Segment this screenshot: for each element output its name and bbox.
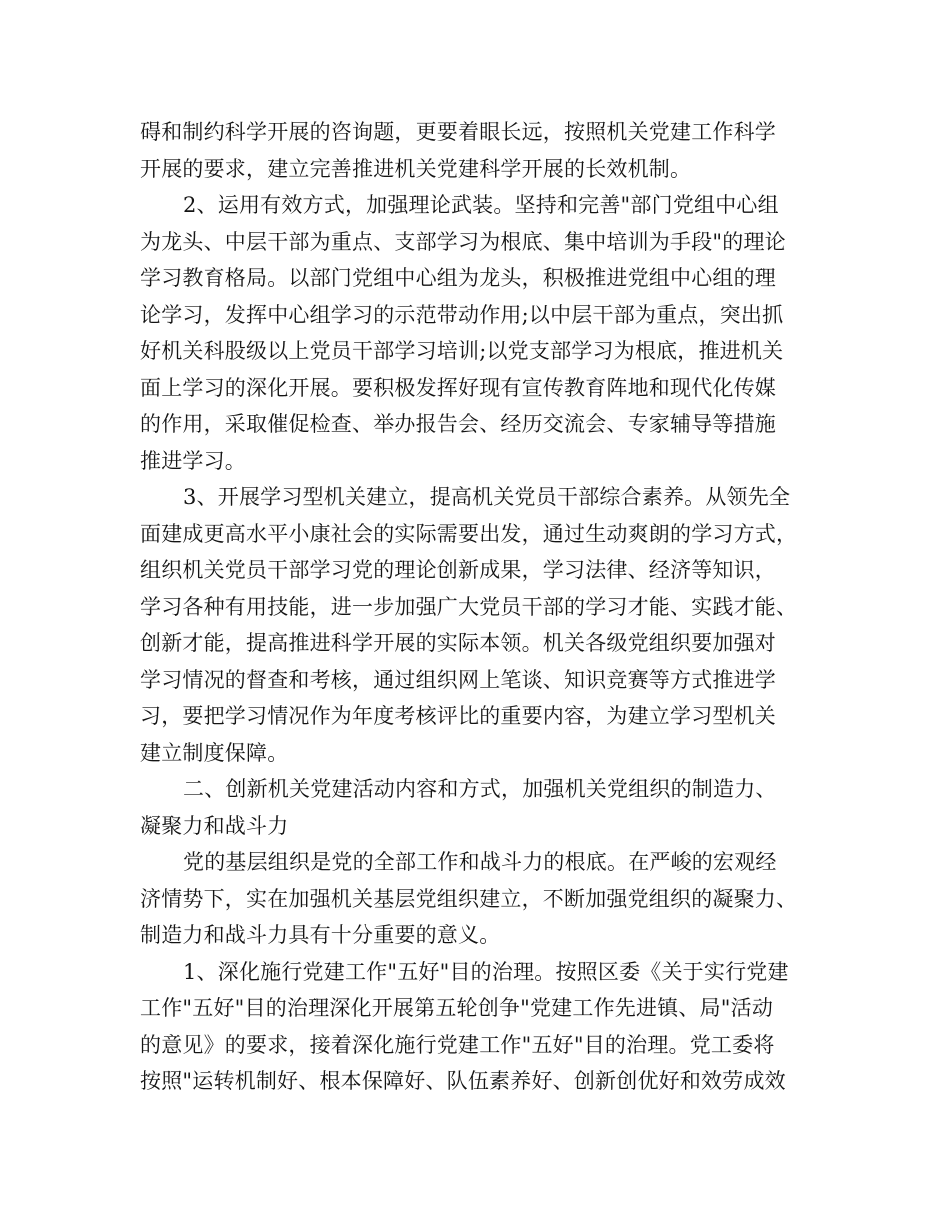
text-line: 创新才能，提高推进科学开展的实际本领。机关各级党组织要加强对: [140, 631, 776, 655]
text-line: 凝聚力和战斗力: [140, 813, 289, 838]
text-line: 制造力和战斗力具有十分重要的意义。: [140, 923, 501, 947]
text-line: 学习各种有用技能，进一步加强广大党员干部的学习才能、实践才能、: [140, 594, 798, 619]
text-line: 按照"运转机制好、根本保障好、队伍素养好、创新创优好和效劳成效: [140, 1069, 786, 1093]
text-line: 开展的要求，建立完善推进机关党建科学开展的长效机制。: [140, 156, 692, 181]
text-line: 推进学习。: [140, 448, 246, 473]
text-line: 1、深化施行党建工作"五好"目的治理。按照区委《关于实行党建: [183, 959, 789, 984]
text-line: 学习教育格局。以部门党组中心组为龙头，积极推进党组中心组的理: [140, 266, 776, 290]
text-line: 面上学习的深化开展。要积极发挥好现有宣传教育阵地和现代化传媒: [140, 375, 776, 400]
document-page: [140, 114, 820, 1100]
text-line: 2、运用有效方式，加强理论武装。坚持和完善"部门党组中心组: [183, 193, 779, 217]
text-line: 习，要把学习情况作为年度考核评比的重要内容，为建立学习型机关: [140, 704, 776, 728]
text-line: 3、开展学习型机关建立，提高机关党员干部综合素养。从领先全: [183, 485, 791, 509]
text-line: 建立制度保障。: [140, 740, 289, 765]
text-line: 的意见》的要求，接着深化施行党建工作"五好"目的治理。党工委将: [140, 1032, 775, 1057]
text-line: 组织机关党员干部学习党的理论创新成果，学习法律、经济等知识，: [140, 558, 776, 582]
text-line: 面建成更高水平小康社会的实际需要出发，通过生动爽朗的学习方式，: [140, 521, 798, 546]
text-line: 二、创新机关党建活动内容和方式，加强机关党组织的制造力、: [183, 777, 777, 801]
text-line: 好机关科股级以上党员干部学习培训;以党支部学习为根底，推进机关: [140, 339, 784, 363]
text-line: 工作"五好"目的治理深化开展第五轮创争"党建工作先进镇、局"活动: [140, 996, 774, 1020]
text-line: 论学习，发挥中心组学习的示范带动作用;以中层干部为重点，突出抓: [140, 302, 784, 327]
text-line: 碍和制约科学开展的咨询题，更要着眼长远，按照机关党建工作科学: [140, 120, 776, 144]
text-line: 学习情况的督查和考核，通过组织网上笔谈、知识竞赛等方式推进学: [140, 667, 776, 692]
text-line: 济情势下，实在加强机关基层党组织建立，不断加强党组织的凝聚力、: [140, 886, 798, 911]
text-line: 的作用，采取催促检查、举办报告会、经历交流会、专家辅导等措施: [140, 412, 776, 436]
text-line: 党的基层组织是党的全部工作和战斗力的根底。在严峻的宏观经: [183, 850, 777, 874]
text-line: 为龙头、中层干部为重点、支部学习为根底、集中培训为手段"的理论: [140, 229, 786, 254]
